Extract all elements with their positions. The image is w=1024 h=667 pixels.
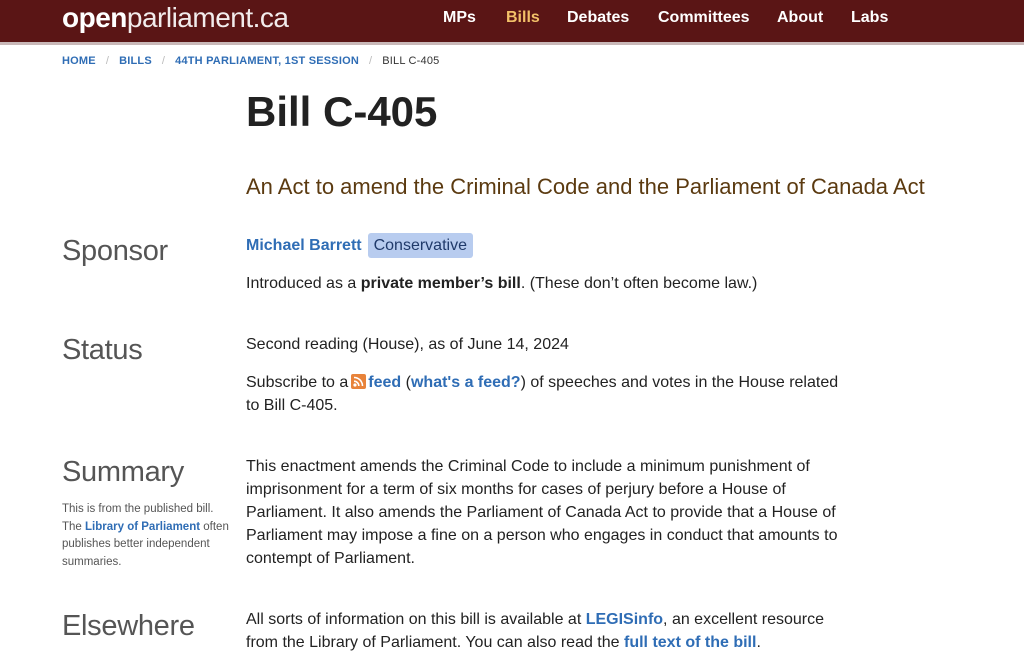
status-heading: Status	[62, 334, 143, 366]
note-post: often publishes better independent summaries.	[62, 520, 229, 568]
logo-bold-text: open	[62, 2, 127, 33]
note-pre: This is from the published bill. The	[62, 503, 214, 533]
rss-feed-icon[interactable]	[351, 373, 366, 388]
nav-about[interactable]: About	[777, 9, 824, 26]
summary-heading: Summary	[62, 456, 184, 488]
breadcrumb-home[interactable]: HOME	[62, 55, 96, 67]
status-text: Second reading (House), as of June 14, 2024	[246, 336, 569, 353]
library-of-parliament-link[interactable]: Library of Parliament	[85, 520, 201, 533]
page-title: Bill C-405	[246, 88, 438, 135]
subscribe-pre: Subscribe to a	[246, 374, 349, 391]
elsewhere-pre: All sorts of information on this bill is available at	[246, 611, 586, 628]
summary-side-note	[62, 501, 232, 571]
nav-bills[interactable]: Bills	[506, 9, 540, 26]
sponsor-line	[246, 233, 856, 258]
party-badge: Conservative	[368, 233, 473, 258]
elsewhere-heading: Elsewhere	[62, 610, 195, 642]
breadcrumb	[62, 55, 440, 67]
nav-labs[interactable]: Labs	[851, 9, 889, 26]
nav-committees[interactable]: Committees	[658, 9, 750, 26]
logo-light-text: parliament.ca	[126, 2, 289, 33]
breadcrumb-current: BILL C-405	[382, 55, 440, 67]
full-text-link[interactable]: full text of the bill	[624, 634, 757, 651]
bill-long-title: An Act to amend the Criminal Code and the Parliament of Canada Act	[246, 174, 925, 199]
site-logo[interactable]	[62, 2, 288, 34]
breadcrumb-separator: /	[369, 55, 373, 67]
elsewhere-text	[246, 608, 856, 654]
nav-mps[interactable]: MPs	[443, 9, 476, 26]
legisinfo-link[interactable]: LEGISinfo	[585, 611, 664, 628]
open-paren: (	[401, 374, 411, 391]
whats-a-feed-link[interactable]: what's a feed?	[410, 374, 521, 391]
breadcrumb-bills[interactable]: BILLS	[119, 55, 152, 67]
intro-bold: private member’s bill	[360, 275, 521, 292]
subscribe-post: ) of speeches and votes in the House related to Bill C-405.	[246, 374, 839, 414]
breadcrumb-separator: /	[161, 55, 166, 67]
breadcrumb-session[interactable]: 44TH PARLIAMENT, 1ST SESSION	[175, 55, 359, 67]
intro-pre: Introduced as a	[246, 275, 361, 292]
subscribe-text	[246, 371, 846, 417]
breadcrumb-separator: /	[105, 55, 110, 67]
summary-text: This enactment amends the Criminal Code to include a minimum punishment of imprisonment for a term of six months for cases of perjury before a House of Parliament. It also amends the Parliament of Canada Act to provide that a House of Parliament may impose a fine on a person who engages in conduct that amounts to contempt of Parliament.	[246, 458, 838, 567]
nav-debates[interactable]: Debates	[567, 9, 630, 26]
top-navigation-bar	[0, 0, 1024, 45]
sponsor-name-link[interactable]: Michael Barrett	[246, 237, 362, 254]
intro-post: . (These don’t often become law.)	[520, 275, 758, 292]
elsewhere-post: .	[756, 634, 761, 651]
sponsor-heading: Sponsor	[62, 235, 168, 267]
sponsor-intro-text	[246, 272, 856, 295]
feed-link[interactable]: feed	[368, 374, 402, 391]
elsewhere-mid: , an excellent resource from the Library of Parliament. You can also read the	[246, 611, 825, 651]
